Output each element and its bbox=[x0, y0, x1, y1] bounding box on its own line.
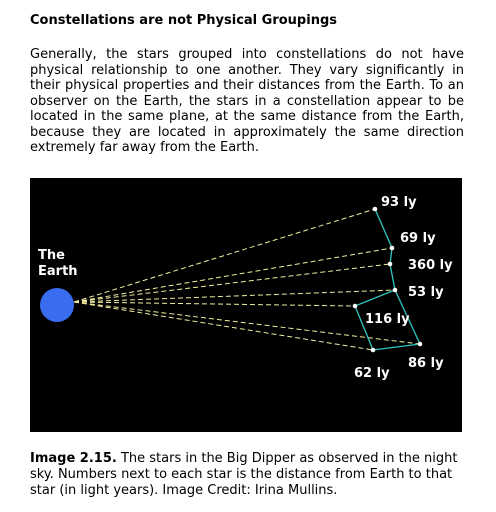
sight-lines bbox=[74, 209, 420, 350]
page-title: Constellations are not Physical Groupings bbox=[30, 13, 337, 28]
star-distance-label: 69 ly bbox=[400, 231, 436, 246]
sight-line bbox=[74, 248, 392, 302]
star-dot bbox=[418, 342, 423, 347]
star-labels bbox=[354, 195, 453, 381]
big-dipper-figure bbox=[30, 178, 462, 432]
star-dot bbox=[390, 246, 395, 251]
star-distance-label: 62 ly bbox=[354, 366, 390, 381]
star-dots bbox=[353, 207, 423, 353]
star-distance-label: 86 ly bbox=[408, 356, 444, 371]
star-dot bbox=[373, 207, 378, 212]
star-distance-label: 93 ly bbox=[381, 195, 417, 210]
sight-line bbox=[74, 209, 375, 302]
earth-globe bbox=[40, 288, 74, 322]
sight-line bbox=[74, 302, 355, 306]
sight-line bbox=[74, 264, 390, 302]
star-distance-label: 53 ly bbox=[408, 285, 444, 300]
intro-paragraph: Generally, the stars grouped into constellations do not have physical relationship to one another. They vary significantly in their physical properties and their distances from the Earth. To an observer on the Earth, the stars in a constellation appear to be located in the same plane, at the same distance from the Earth, because they are located in approximately the same direction extremely far away from the Earth. bbox=[30, 47, 464, 155]
earth-label-line1: The bbox=[38, 248, 65, 263]
caption-lead: Image 2.15. bbox=[30, 451, 117, 466]
star-dot bbox=[353, 304, 358, 309]
big-dipper-diagram bbox=[30, 178, 462, 432]
star-distance-label: 360 ly bbox=[408, 258, 453, 273]
sight-line bbox=[74, 302, 373, 350]
figure-caption bbox=[30, 451, 464, 499]
earth-label-line2: Earth bbox=[38, 264, 78, 279]
star-dot bbox=[393, 288, 398, 293]
star-dot bbox=[371, 348, 376, 353]
star-distance-label: 116 ly bbox=[365, 312, 410, 327]
star-dot bbox=[388, 262, 393, 267]
caption-text: The stars in the Big Dipper as observed in the night sky. Numbers next to each star is the distance from Earth to that star (in light years). Image Credit: Irina Mullins. bbox=[30, 451, 458, 498]
